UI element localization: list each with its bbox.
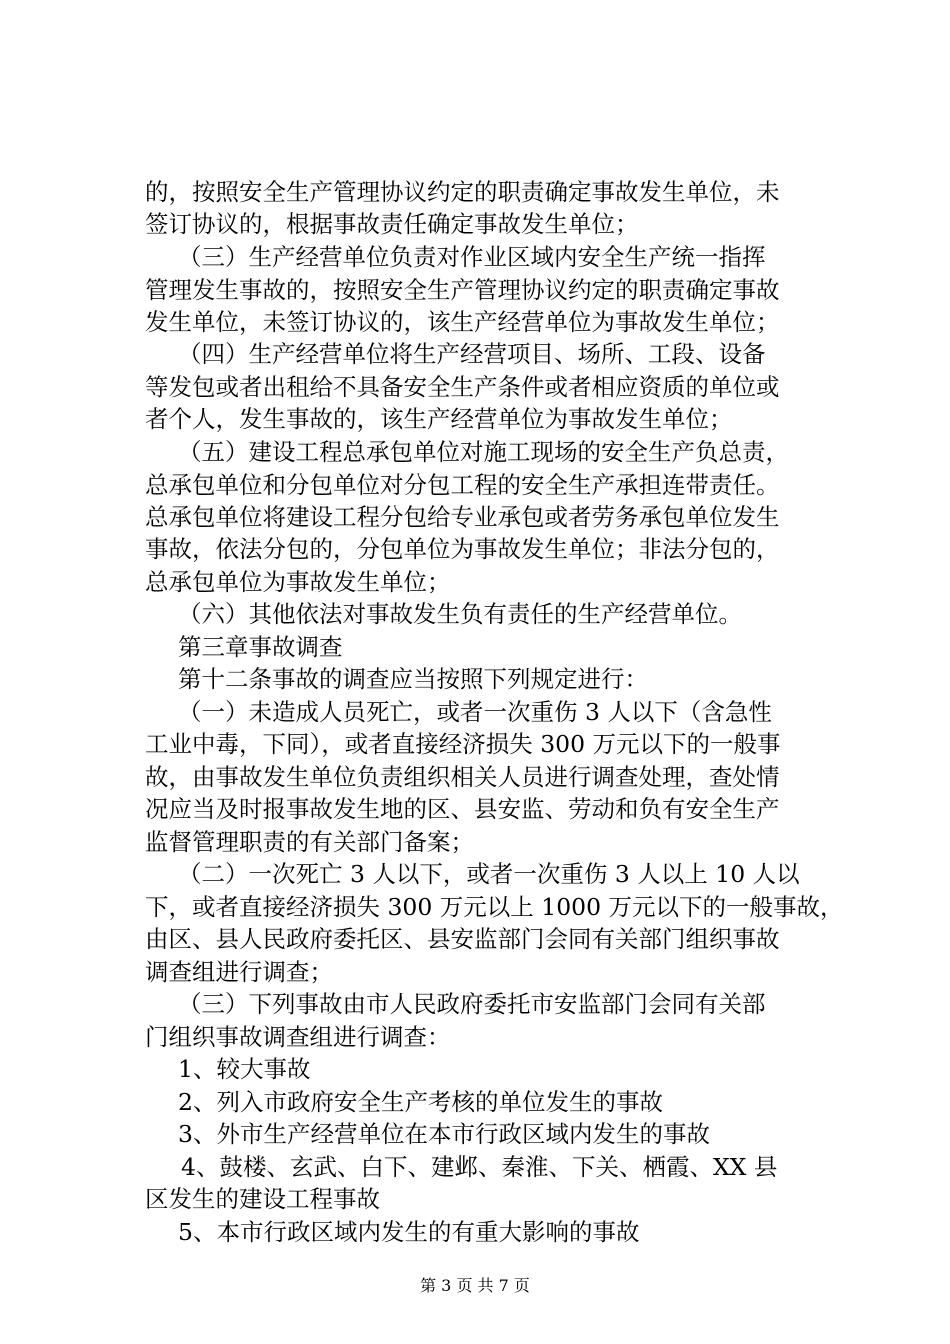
text-line-20: 况应当及时报事故发生地的区、县安监、劳动和负有安全生产	[145, 795, 780, 823]
article-heading: 第十二条事故的调查应当按照下列规定进行：	[178, 665, 648, 693]
text-line-5: 发生单位，未签订协议的，该生产经营单位为事故发生单位；	[145, 308, 780, 336]
text-line-6: （四）生产经营单位将生产经营项目、场所、工段、设备	[178, 340, 766, 368]
page-footer: 第 3 页 共 7 页	[420, 1276, 530, 1295]
text-line-3: （三）生产经营单位负责对作业区域内安全生产统一指挥	[178, 243, 766, 271]
text-line-10: 总承包单位和分包单位对分包工程的安全生产承担连带责任。	[145, 471, 780, 499]
text-line-17: （一）未造成人员死亡，或者一次重伤 3 人以下（含急性	[178, 698, 772, 726]
text-line-8: 者个人，发生事故的，该生产经营单位为事故发生单位；	[145, 405, 733, 433]
text-line-9: （五）建设工程总承包单位对施工现场的安全生产负总责，	[178, 438, 789, 466]
text-line-1: 的，按照安全生产管理协议约定的职责确定事故发生单位，未	[145, 178, 780, 206]
list-item-2: 2、列入市政府安全生产考核的单位发生的事故	[178, 1088, 663, 1116]
list-item-5: 5、本市行政区域内发生的有重大影响的事故	[178, 1218, 640, 1246]
text-line-25: 调查组进行调查；	[145, 958, 333, 986]
text-line-22: （二）一次死亡 3 人以下，或者一次重伤 3 人以上 10 人以	[178, 860, 800, 888]
text-line-14: （六）其他依法对事故发生负有责任的生产经营单位。	[178, 600, 742, 628]
text-line-11: 总承包单位将建设工程分包给专业承包或者劳务承包单位发生	[145, 503, 780, 531]
text-line-19: 故，由事故发生单位负责组织相关人员进行调查处理，查处情	[145, 763, 780, 791]
text-line-24: 由区、县人民政府委托区、县安监部门会同有关部门组织事故	[145, 925, 780, 953]
text-line-4: 管理发生事故的，按照安全生产管理协议约定的职责确定事故	[145, 276, 780, 304]
list-item-3: 3、外市生产经营单位在本市行政区域内发生的事故	[178, 1120, 710, 1148]
text-line-26: （三）下列事故由市人民政府委托市安监部门会同有关部	[178, 990, 766, 1018]
text-line-21: 监督管理职责的有关部门备案；	[145, 828, 474, 856]
list-item-1: 1、较大事故	[178, 1055, 311, 1083]
text-line-23: 下，或者直接经济损失 300 万元以上 1000 万元以下的一般事故，	[145, 893, 844, 921]
chapter-heading: 第三章事故调查	[178, 633, 343, 661]
list-item-4-continued: 区发生的建设工程事故	[145, 1185, 380, 1213]
text-line-13: 总承包单位为事故发生单位；	[145, 568, 451, 596]
text-line-18: 工业中毒，下同），或者直接经济损失 300 万元以下的一般事	[145, 730, 781, 758]
text-line-2: 签订协议的，根据事故责任确定事故发生单位；	[145, 210, 639, 238]
text-line-27: 门组织事故调查组进行调查：	[145, 1023, 451, 1051]
text-line-12: 事故，依法分包的，分包单位为事故发生单位；非法分包的，	[145, 535, 780, 563]
text-line-7: 等发包或者出租给不具备安全生产条件或者相应资质的单位或	[145, 373, 780, 401]
list-item-4: 4、鼓楼、玄武、白下、建邺、秦淮、下关、栖霞、XX 县	[181, 1153, 778, 1181]
